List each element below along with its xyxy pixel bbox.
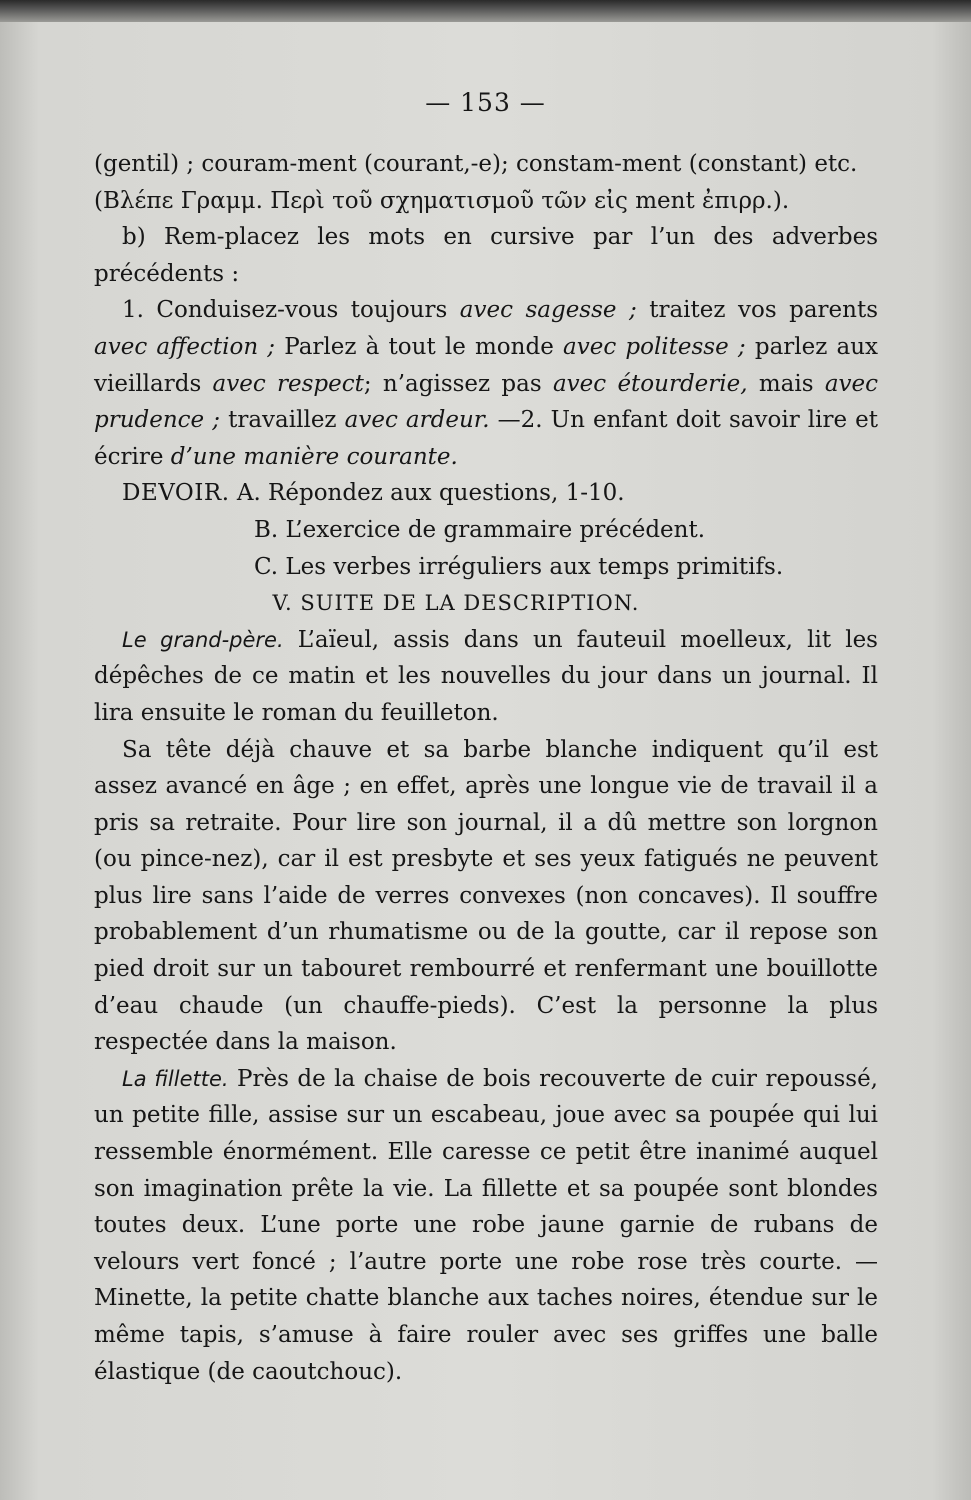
italic-phrase: avec étourderie, [552, 370, 748, 397]
exercise-b-instruction: b) Rem-placez les mots en cursive par l’un des adverbes précédents : [94, 224, 878, 287]
exercise-b-sentences [94, 292, 878, 475]
italic-phrase: avec prudence ; [94, 370, 879, 434]
fillette-paragraph [94, 1061, 878, 1390]
exercise-text: Parlez à tout le monde [284, 333, 554, 360]
exercise-text: 1. Conduisez-vous toujours [122, 297, 448, 324]
italic-phrase: avec sagesse ; [459, 297, 637, 324]
italic-phrase: avec ardeur. [344, 407, 490, 434]
intro-line-2: (Βλέπε Γραμμ. Περὶ τοῦ σχηματισμοῦ τῶν εἰς ment ἐπιρρ.). [94, 187, 790, 214]
devoir-a-text: A. Répondez aux questions, 1-10. [236, 480, 625, 507]
fillette-text: Près de la chaise de bois recouverte de cuir repoussé, un petite fille, assise sur un escabeau, joue avec sa poupée qui lui ressemble énormément. Elle caresse ce petit être inanimé auquel son imagination prête la vie. La fillette et sa poupée sont blondes toutes deux. L’une porte une robe jaune garnie de rubans de velours vert foncé ; l’autre porte une robe rose très courte. —Minette, la petite chatte blanche aux taches noires, étendue sur le même tapis, s’amuse à faire rouler avec ses griffes une balle élastique (de caoutchouc). [94, 1065, 878, 1385]
italic-phrase: avec affection ; [94, 333, 276, 360]
devoir-c: C. Les verbes irréguliers aux temps primitifs. [254, 553, 784, 580]
devoir-label: DEVOIR. [122, 480, 230, 507]
italic-phrase: d’une manière courante. [170, 443, 458, 470]
page-number: — 153 — [425, 88, 546, 117]
page-top-edge [0, 0, 971, 22]
exercise-text: travaillez [228, 407, 337, 434]
devoir-b: B. L’exercice de grammaire précédent. [254, 516, 706, 543]
grandpere-paragraph-2: Sa tête déjà chauve et sa barbe blanche indiquent qu’il est assez avancé en âge ; en effet, après une longue vie de travail il a pris sa retraite. Pour lire son journal, il a dû mettre son lorgnon (ou pince-nez), car il est presbyte et ses yeux fatigués ne peuvent plus lire sans l’aide de verres convexes (non concaves). Il souffre probablement d’un rhumatisme ou de la goutte, car il repose son pied droit sur un tabouret rembourré et renfermant une bouillotte d’eau chaude (un chauffe-pieds). C’est la personne la plus respectée dans la maison. [94, 736, 878, 1056]
italic-phrase: avec politesse ; [563, 333, 746, 360]
italic-phrase: avec respect [212, 370, 364, 397]
devoir-a [94, 475, 878, 512]
exercise-text: ; n’agissez pas [363, 370, 542, 397]
exercise-text: parlez aux vieillards [94, 333, 879, 397]
exercise-text: traitez vos parents [649, 297, 879, 324]
exercise-text: mais [758, 370, 814, 397]
grandpere-text-1: L’aïeul, assis dans un fauteuil moelleux, lit les dépêches de ce matin et les nouvelles du jour dans un journal. Il lira ensuite le roman du feuilleton. [94, 626, 878, 726]
grandpere-paragraph-1 [94, 622, 878, 732]
fillette-label: La fillette. [122, 1066, 229, 1091]
grandpere-label: Le grand-père. [122, 627, 284, 652]
section-title: V. SUITE DE LA DESCRIPTION. [272, 591, 640, 616]
exercise-text: —2. Un enfant doit savoir lire et écrire [94, 407, 879, 470]
intro-line-1: (gentil) ; couram-ment (courant,-e); constam-ment (constant) etc. [94, 151, 858, 177]
page-body [94, 146, 878, 1390]
